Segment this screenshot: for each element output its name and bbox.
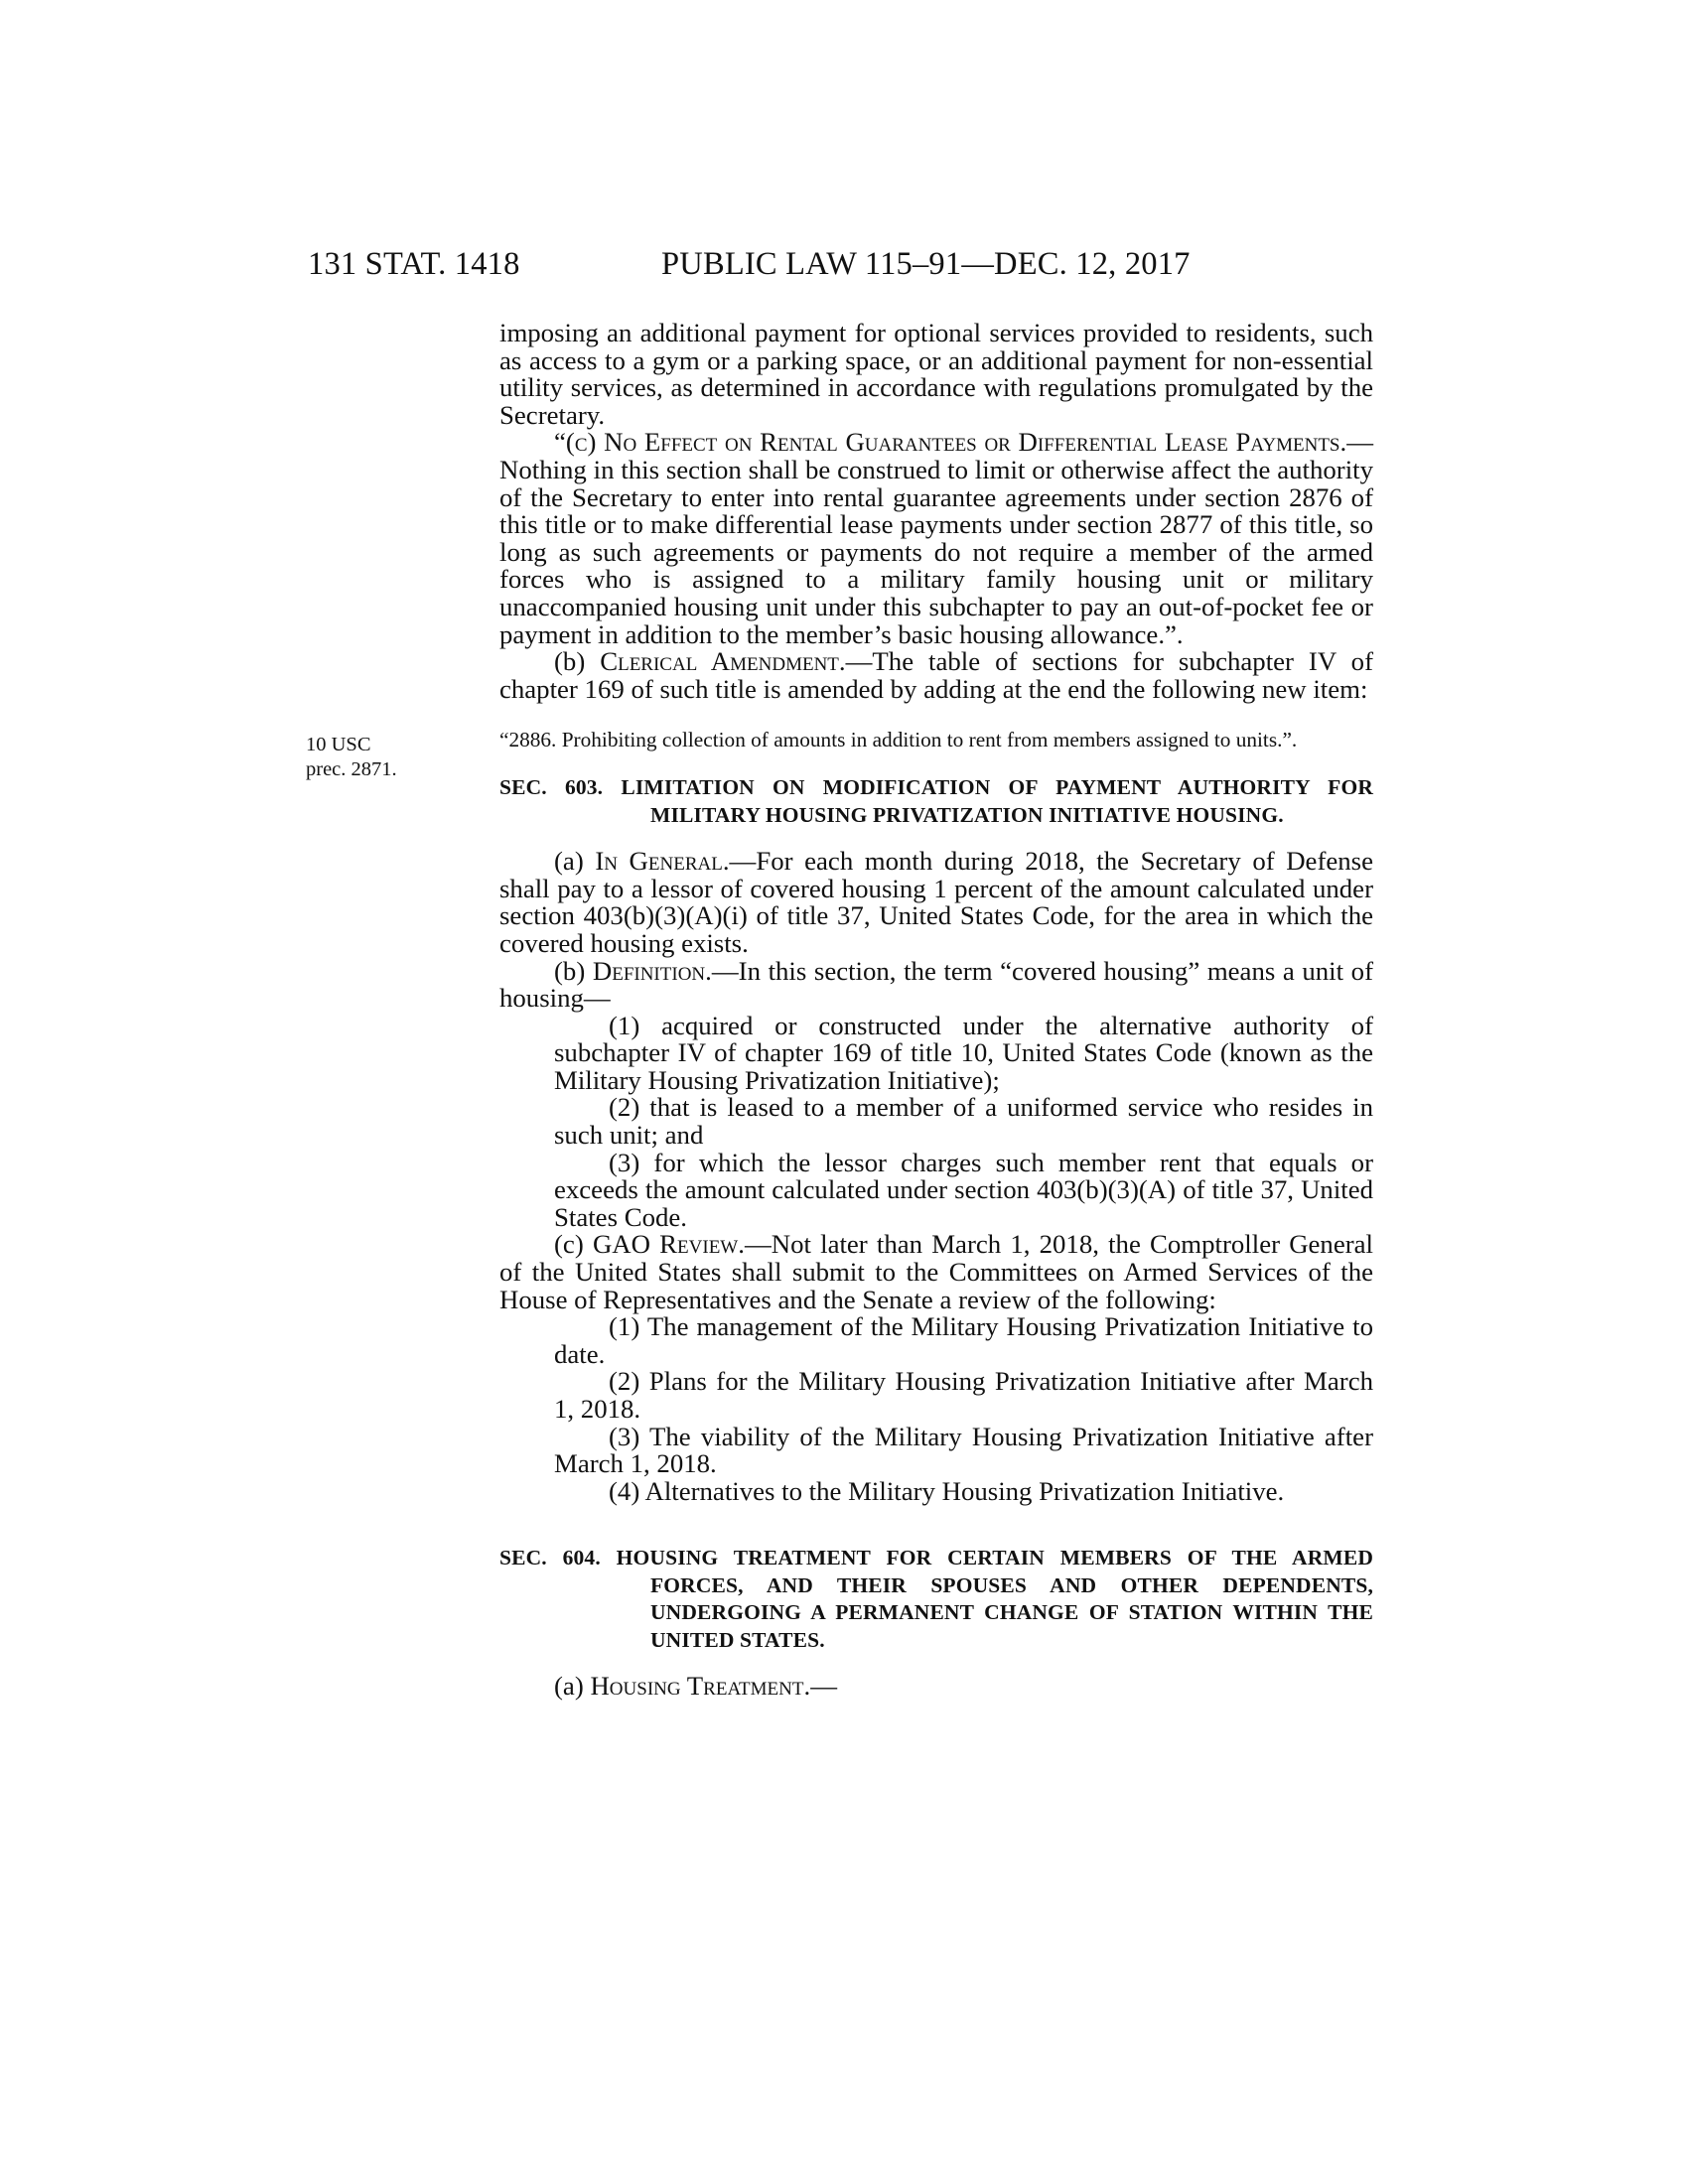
paragraph-c3: (3) The viability of the Military Housing Privatization Initiative after March 1, 2018. [554,1421,1373,1479]
subsection-label: (b) [554,955,593,986]
margin-note-line-2: prec. 2871. [306,758,397,780]
subsection-body: —Nothing in this section shall be construed to limit or otherwise affect the authority of the Secretary to enter into rental guarantee agreements under section 2876 of this title or to make differential lease payments under section 2877 of this title, so long as such agreements or payments do not require a member of the armed forces who is assigned to a military family housing unit or military unaccompanied housing unit under this subchapter to pay an out-of-pocket fee or payment in addition to the member’s basic housing allowance.”. [499,427,1373,649]
running-header [308,246,1370,286]
subsection-c-no-effect [499,429,1373,648]
subsection-body: —For each month during 2018, the Secretary of Defense shall pay to a lessor of covered housing 1 percent of the amount calculated under section 403(b)(3)(A)(i) of title 37, United States Code, for the area in which the covered housing exists. [499,846,1373,958]
subsection-b-clerical-amendment [499,648,1373,703]
section-603-subsection-b [499,955,1373,1014]
subsection-heading: Definition. [592,955,712,986]
subsection-heading: In General. [595,846,730,877]
paragraph-c4: (4) Alternatives to the Military Housing Privatization Initiative. [609,1475,1285,1506]
public-law-citation: PUBLIC LAW 115–91—DEC. 12, 2017 [661,246,1191,282]
margin-note-line-1: 10 USC [306,734,371,755]
paragraph-b1: (1) acquired or constructed under the alternative authority of subchapter IV of chapter 169 of title 10, United States Code (known as the Military Housing Privatization Initiative); [554,1010,1373,1095]
table-item-text: “2886. Prohibiting collection of amounts in addition to rent from members assigned to units.”. [499,728,1298,752]
subsection-heading: GAO Review. [592,1229,745,1260]
subsection-body: —The table of sections for subchapter IV of chapter 169 of such title is amended by adding at the end the following new item: [499,646,1373,704]
section-604-subsection-a [499,1673,1373,1701]
main-text-column [499,320,1373,1701]
section-603-heading: SEC. 603. LIMITATION ON MODIFICATION OF PAYMENT AUTHORITY FOR MILITARY HOUSING PRIVATIZATION INITIATIVE HOUSING. [499,775,1373,827]
subsection-label: (a) [554,1671,591,1701]
subsection-label: (a) [554,846,596,877]
paragraph-b3: (3) for which the lessor charges such member rent that equals or exceeds the amount calculated under section 403(b)(3)(A) of title 37, United States Code. [554,1147,1373,1232]
paragraph-c2: (2) Plans for the Military Housing Privatization Initiative after March 1, 2018. [554,1366,1373,1424]
subsection-heading: Housing Treatment. [590,1671,811,1701]
subsection-body: — [810,1671,837,1701]
section-603-subsection-c [499,1231,1373,1313]
table-of-sections-item [499,730,1373,750]
subsection-heading: “(c) No Effect on Rental Guarantees or Differential Lease Payments. [554,427,1347,458]
margin-note [306,733,397,782]
subsection-body: —Not later than March 1, 2018, the Comptroller General of the United States shall submit to the Committees on Armed Services of the House of Representatives and the Senate a review of the following: [499,1229,1373,1314]
paragraph-c1: (1) The management of the Military Housing Privatization Initiative to date. [554,1311,1373,1369]
subsection-label: (b) [554,646,601,677]
subsection-heading: Clerical Amendment. [600,646,846,677]
subsection-label: (c) [554,1229,593,1260]
paragraph-continuation: imposing an additional payment for optional services provided to residents, such as access to a gym or a parking space, or an additional payment for non-essential utility services, as determined in accordance with regulations promulgated by the Secretary. [499,318,1373,430]
section-603-subsection-a [499,848,1373,957]
paragraph-b2: (2) that is leased to a member of a uniformed service who resides in such unit; and [554,1092,1373,1151]
statute-page-number: 131 STAT. 1418 [308,246,520,282]
section-604-heading: SEC. 604. HOUSING TREATMENT FOR CERTAIN MEMBERS OF THE ARMED FORCES, AND THEIR SPOUSES AND OTHER DEPENDENTS, UNDERGOING A PERMANENT CHANGE OF STATION WITHIN THE UNITED STATES. [499,1546,1373,1652]
subsection-body: —In this section, the term “covered housing” means a unit of housing— [499,955,1373,1014]
